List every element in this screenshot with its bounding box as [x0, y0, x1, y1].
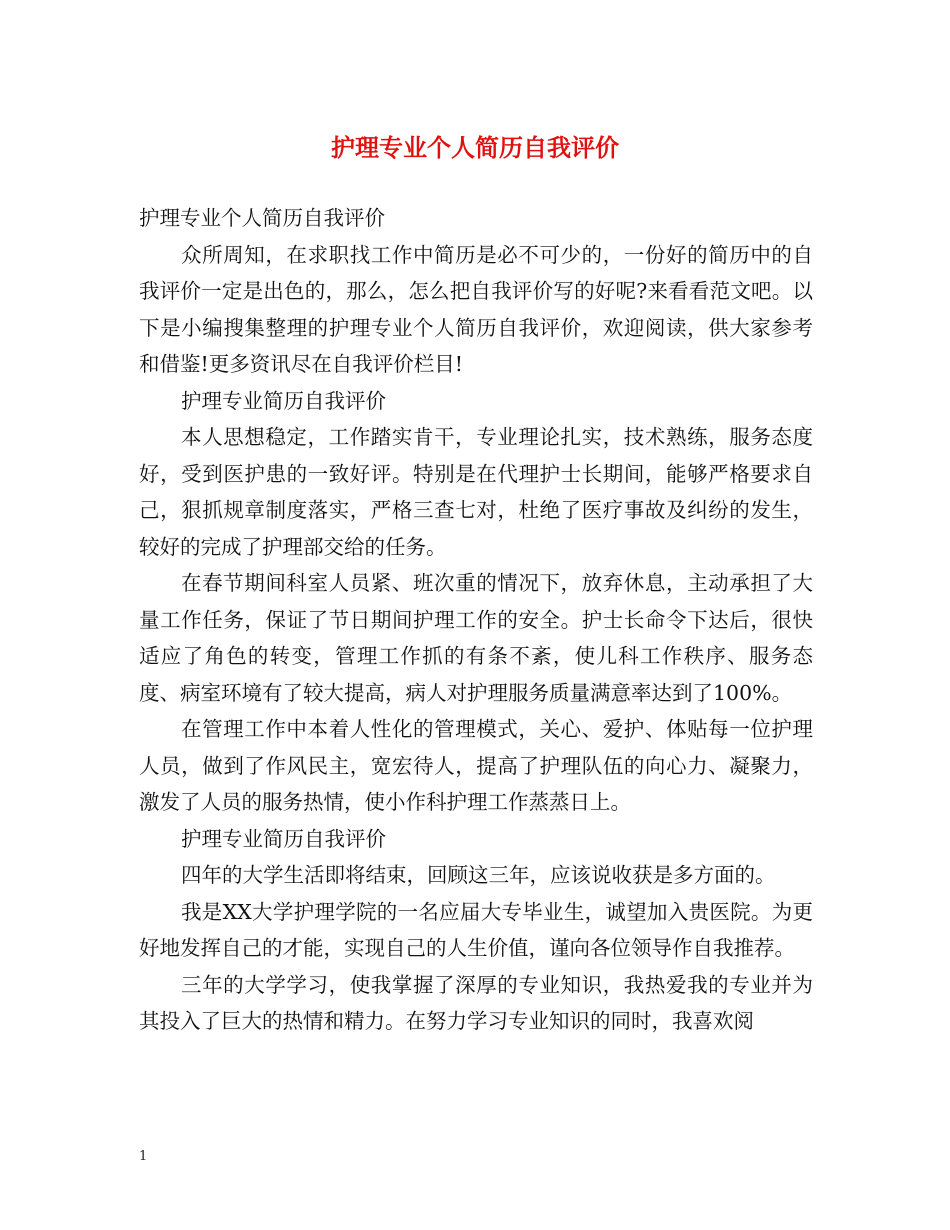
subsection-heading: 护理专业简历自我评价 [181, 826, 386, 851]
document-body [139, 200, 813, 1040]
page-number: 1 [139, 1149, 148, 1164]
section-heading: 护理专业个人简历自我评价 [139, 206, 385, 230]
intro-paragraph: 众所周知，在求职找工作中简历是必不可少的，一份好的简历中的自我评价一定是出色的，那么，怎么把自我评价写的好呢?来看看范文吧。以下是小编搜集整理的护理专业个人简历自我评价，欢迎阅读，供大家参考和借鉴!更多资讯尽在自我评价栏目! [139, 242, 813, 376]
body-paragraph: 四年的大学生活即将结束，回顾这三年，应该说收获是多方面的。 [181, 863, 776, 887]
document-title: 护理专业个人简历自我评价 [331, 133, 619, 162]
body-paragraph: 在春节期间科室人员紧、班次重的情况下，放弃休息，主动承担了大量工作任务，保证了节日期间护理工作的安全。护士长命令下达后，很快适应了角色的转变，管理工作抓的有条不紊，使儿科工作秩序、服务态度、病室环境有了较大提高，病人对护理服务质量满意率达到了100%。 [139, 571, 813, 705]
subsection-heading: 护理专业简历自我评价 [181, 388, 386, 413]
body-paragraph: 本人思想稳定，工作踏实肯干，专业理论扎实，技术熟练，服务态度好，受到医护患的一致好评。特别是在代理护士长期间，能够严格要求自己，狠抓规章制度落实，严格三查七对，杜绝了医疗事故及纠纷的发生，较好的完成了护理部交给的任务。 [139, 425, 813, 559]
body-paragraph: 三年的大学学习，使我掌握了深厚的专业知识，我热爱我的专业并为其投入了巨大的热情和精力。在努力学习专业知识的同时，我喜欢阅 [139, 972, 813, 1033]
body-paragraph: 我是XX大学护理学院的一名应届大专毕业生，诚望加入贵医院。为更好地发挥自己的才能，实现自己的人生价值，谨向各位领导作自我推荐。 [139, 899, 813, 960]
body-paragraph: 在管理工作中本着人性化的管理模式，关心、爱护、体贴每一位护理人员，做到了作风民主，宽宏待人，提高了护理队伍的向心力、凝聚力，激发了人员的服务热情，使小作科护理工作蒸蒸日上。 [139, 717, 813, 814]
